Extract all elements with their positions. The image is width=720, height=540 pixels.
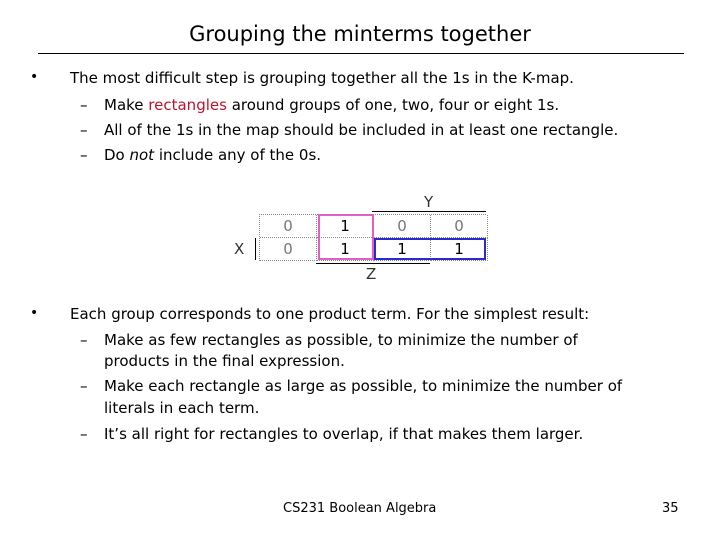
- dash-marker: –: [80, 377, 88, 395]
- sub-3-prefix: Do: [104, 146, 130, 164]
- kmap-var-z-label: Z: [366, 265, 377, 283]
- kmap-cell: 1: [374, 238, 431, 261]
- dash-marker: –: [80, 121, 88, 139]
- dash-marker: –: [80, 146, 88, 164]
- kmap-cell: 1: [317, 238, 374, 261]
- bullet-2-sub-3: It’s all right for rectangles to overlap, if that makes them larger.: [104, 425, 584, 443]
- kmap-cell: 0: [431, 215, 488, 238]
- bullet-2-text: Each group corresponds to one product term. For the simplest result:: [70, 305, 590, 323]
- sub-3-suffix: include any of the 0s.: [154, 146, 322, 164]
- bullet-2-sub-1-line-1: Make as few rectangles as possible, to minimize the number of: [104, 331, 578, 349]
- title-divider: [38, 53, 684, 54]
- footer-course-label: CS231 Boolean Algebra: [283, 501, 437, 516]
- footer-page-number: 35: [662, 501, 679, 516]
- kmap-group-rectangle-blue: [374, 238, 486, 260]
- sub-1-prefix: Make: [104, 96, 149, 114]
- dash-marker: –: [80, 425, 88, 443]
- bullet-2-sub-2-line-2: literals in each term.: [104, 399, 260, 417]
- slide-title: Grouping the minterms together: [189, 22, 531, 46]
- bullet-1-sub-1: [104, 96, 559, 114]
- kmap-var-x-label: X: [234, 240, 245, 258]
- sub-1-suffix: around groups of one, two, four or eight 1s.: [226, 96, 560, 114]
- kmap-cell: 0: [260, 238, 317, 261]
- bullet-1-sub-2: All of the 1s in the map should be included in at least one rectangle.: [104, 121, 619, 139]
- kmap-var-y-label: Y: [424, 193, 434, 211]
- kmap-cell: 0: [260, 215, 317, 238]
- dash-marker: –: [80, 331, 88, 349]
- kmap-cell: 1: [431, 238, 488, 261]
- kmap-group-rectangle-pink: [318, 214, 374, 260]
- kmap-var-x-line: [255, 238, 257, 260]
- bullet-1-sub-3: [104, 146, 321, 164]
- kmap-var-y-line: [372, 211, 486, 212]
- bullet-2-sub-1-line-2: products in the final expression.: [104, 352, 345, 370]
- bullet-marker: •: [30, 69, 39, 85]
- bullet-2-sub-2-line-1: Make each rectangle as large as possible, to minimize the number of: [104, 377, 623, 395]
- kmap-cell: 1: [317, 215, 374, 238]
- kmap-var-z-line: [316, 263, 430, 264]
- dash-marker: –: [80, 96, 88, 114]
- kmap-cell: 0: [374, 215, 431, 238]
- sub-1-accent-word: rectangles: [148, 96, 227, 114]
- bullet-marker: •: [30, 305, 39, 321]
- bullet-1-text: The most difficult step is grouping together all the 1s in the K-map.: [70, 69, 574, 87]
- sub-3-italic-word: not: [129, 146, 155, 164]
